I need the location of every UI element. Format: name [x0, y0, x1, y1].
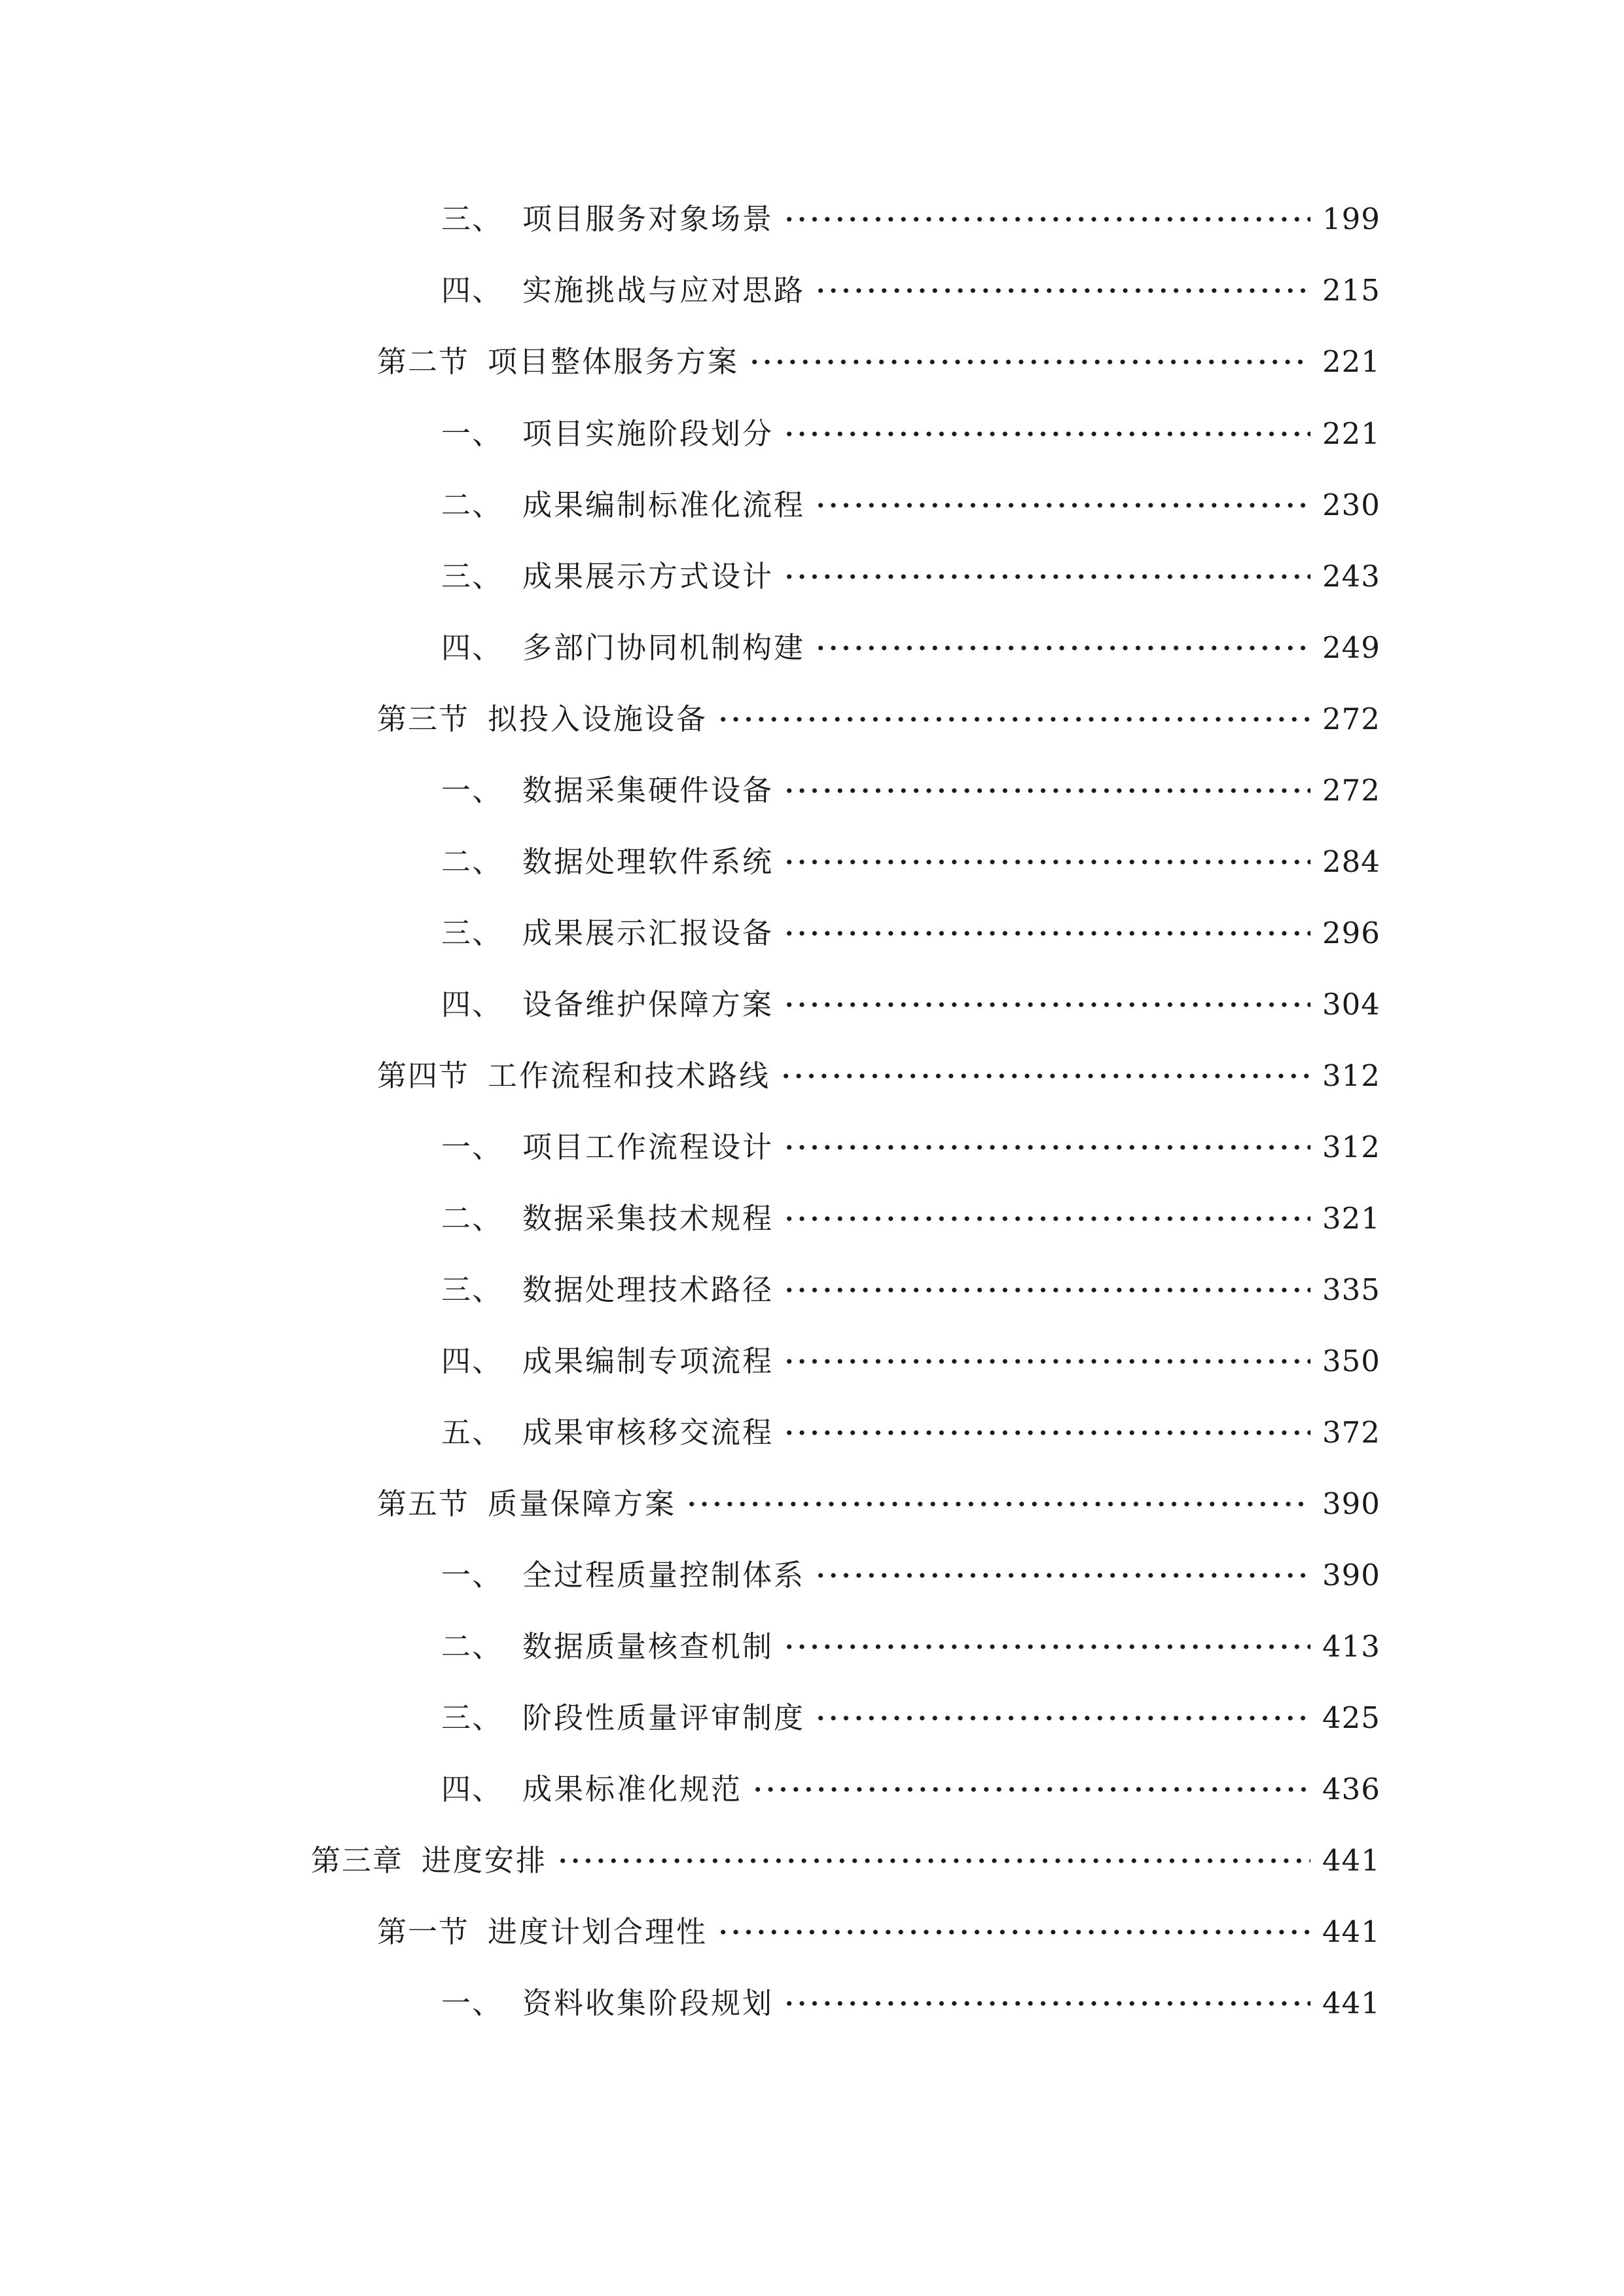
toc-entry-marker: 第一节: [377, 1914, 470, 1949]
toc-entry-marker: 四、: [441, 987, 503, 1022]
toc-entry-page-number: 272: [1322, 773, 1380, 808]
toc-entry-page-number: 390: [1322, 1486, 1380, 1521]
toc-entry-title: 项目工作流程设计: [522, 1130, 774, 1164]
toc-entry-marker: 一、: [441, 1130, 503, 1164]
toc-entry[interactable]: [441, 982, 1380, 1028]
toc-entry[interactable]: [441, 1624, 1380, 1670]
toc-entry[interactable]: [441, 482, 1380, 528]
toc-dot-leader: [685, 1497, 1310, 1511]
toc-dot-leader: [783, 1354, 1310, 1369]
toc-entry-page-number: 321: [1322, 1201, 1380, 1236]
toc-entry-page-number: 335: [1322, 1272, 1380, 1307]
toc-entry-marker: 四、: [441, 1772, 503, 1806]
toc-entry-marker: 二、: [441, 1629, 503, 1664]
toc-entry-marker: 四、: [441, 630, 503, 665]
toc-entry-page-number: 304: [1322, 987, 1380, 1022]
toc-entry-title: 全过程质量控制体系: [522, 1558, 806, 1592]
toc-entry[interactable]: [441, 1124, 1380, 1170]
toc-dot-leader: [783, 212, 1310, 226]
toc-dot-leader: [783, 783, 1310, 798]
toc-entry-page-number: 350: [1322, 1344, 1380, 1378]
toc-entry[interactable]: [441, 625, 1380, 671]
toc-entry-page-number: 436: [1322, 1772, 1380, 1806]
toc-entry-title: 成果展示方式设计: [522, 559, 774, 594]
toc-entry-title: 数据处理技术路径: [522, 1272, 774, 1307]
toc-dot-leader: [783, 1996, 1310, 2011]
toc-entry-page-number: 425: [1322, 1700, 1380, 1735]
toc-entry-title: 进度计划合理性: [488, 1914, 708, 1949]
toc-entry-page-number: 249: [1322, 630, 1380, 665]
toc-dot-leader: [814, 498, 1310, 512]
toc-dot-leader: [748, 355, 1310, 369]
toc-entry-page-number: 312: [1322, 1130, 1380, 1164]
toc-dot-leader: [717, 712, 1310, 726]
toc-dot-leader: [783, 926, 1310, 941]
toc-entry-page-number: 243: [1322, 559, 1380, 594]
toc-entry-title: 设备维护保障方案: [522, 987, 774, 1022]
toc-entry[interactable]: [441, 554, 1380, 600]
toc-entry-marker: 三、: [441, 559, 503, 594]
toc-entry-page-number: 199: [1322, 202, 1380, 236]
toc-entry-marker: 一、: [441, 1986, 503, 2020]
toc-entry[interactable]: [441, 1552, 1380, 1598]
toc-entry-marker: 三、: [441, 202, 503, 236]
toc-entry-title: 数据质量核查机制: [522, 1629, 774, 1664]
toc-dot-leader: [783, 1283, 1310, 1297]
toc-entry[interactable]: [441, 1767, 1380, 1812]
toc-entry-title: 数据采集硬件设备: [522, 773, 774, 808]
toc-entry[interactable]: [441, 1338, 1380, 1384]
toc-dot-leader: [783, 997, 1310, 1012]
toc-entry-marker: 一、: [441, 1558, 503, 1592]
toc-entry-marker: 第四节: [377, 1058, 470, 1093]
toc-entry-title: 数据处理软件系统: [522, 844, 774, 879]
toc-entry-page-number: 272: [1322, 702, 1380, 736]
toc-entry[interactable]: [377, 1909, 1380, 1955]
toc-entry-marker: 一、: [441, 416, 503, 451]
toc-entry[interactable]: [441, 268, 1380, 314]
toc-entry[interactable]: [377, 339, 1380, 385]
toc-entry[interactable]: [441, 1196, 1380, 1242]
toc-entry-page-number: 390: [1322, 1558, 1380, 1592]
toc-entry-page-number: 215: [1322, 273, 1380, 308]
toc-entry-page-number: 230: [1322, 488, 1380, 522]
toc-dot-leader: [783, 1140, 1310, 1155]
toc-entry[interactable]: [441, 1981, 1380, 2026]
toc-entry-marker: 五、: [441, 1415, 503, 1450]
toc-entry-marker: 第五节: [377, 1486, 470, 1521]
toc-entry-page-number: 312: [1322, 1058, 1380, 1093]
toc-entry-title: 成果展示汇报设备: [522, 916, 774, 950]
toc-entry[interactable]: [377, 696, 1380, 742]
toc-entry-marker: 三、: [441, 1272, 503, 1307]
toc-entry-title: 资料收集阶段规划: [522, 1986, 774, 2020]
toc-entry-marker: 二、: [441, 1201, 503, 1236]
toc-entry[interactable]: [441, 196, 1380, 242]
toc-entry-title: 项目服务对象场景: [522, 202, 774, 236]
toc-entry[interactable]: [441, 768, 1380, 814]
toc-entry-page-number: 441: [1322, 1914, 1380, 1949]
toc-dot-leader: [814, 641, 1310, 655]
toc-entry-marker: 二、: [441, 844, 503, 879]
toc-entry-title: 项目实施阶段划分: [522, 416, 774, 451]
toc-entry[interactable]: [441, 1267, 1380, 1313]
toc-entry-page-number: 296: [1322, 916, 1380, 950]
toc-entry-marker: 四、: [441, 273, 503, 308]
toc-entry-title: 多部门协同机制构建: [522, 630, 806, 665]
toc-dot-leader: [783, 855, 1310, 869]
toc-entry-page-number: 221: [1322, 416, 1380, 451]
toc-entry[interactable]: [441, 839, 1380, 885]
toc-entry-title: 工作流程和技术路线: [488, 1058, 771, 1093]
toc-entry[interactable]: [441, 411, 1380, 457]
toc-entry-title: 数据采集技术规程: [522, 1201, 774, 1236]
toc-entry-marker: 三、: [441, 1700, 503, 1735]
toc-entry-marker: 三、: [441, 916, 503, 950]
toc-entry[interactable]: [441, 1410, 1380, 1456]
toc-dot-leader: [780, 1069, 1310, 1083]
toc-dot-leader: [783, 427, 1310, 441]
toc-entry[interactable]: [377, 1481, 1380, 1527]
toc-entry-title: 成果编制专项流程: [522, 1344, 774, 1378]
toc-entry-title: 成果审核移交流程: [522, 1415, 774, 1450]
toc-entry-page-number: 441: [1322, 1843, 1380, 1878]
toc-entry-page-number: 372: [1322, 1415, 1380, 1450]
toc-dot-leader: [751, 1782, 1310, 1797]
toc-entry[interactable]: [311, 1838, 1380, 1884]
toc-entry-page-number: 441: [1322, 1986, 1380, 2020]
toc-entry-title: 阶段性质量评审制度: [522, 1700, 806, 1735]
toc-dot-leader: [783, 1640, 1310, 1654]
toc-dot-leader: [814, 283, 1310, 298]
toc-entry-title: 拟投入设施设备: [488, 702, 708, 736]
toc-dot-leader: [814, 1711, 1310, 1725]
toc-entry-marker: 四、: [441, 1344, 503, 1378]
toc-entry-marker: 二、: [441, 488, 503, 522]
toc-entry-title: 成果编制标准化流程: [522, 488, 806, 522]
toc-dot-leader: [783, 1211, 1310, 1226]
toc-entry[interactable]: [441, 1695, 1380, 1741]
toc-entry-title: 实施挑战与应对思路: [522, 273, 806, 308]
toc-entry-title: 进度安排: [422, 1843, 548, 1878]
toc-entry-page-number: 284: [1322, 844, 1380, 879]
toc-dot-leader: [814, 1568, 1310, 1583]
toc-entry-page-number: 413: [1322, 1629, 1380, 1664]
toc-entry[interactable]: [377, 1053, 1380, 1099]
toc-entry-page-number: 221: [1322, 344, 1380, 379]
toc-dot-leader: [783, 569, 1310, 584]
toc-dot-leader: [783, 1426, 1310, 1440]
toc-dot-leader: [717, 1925, 1310, 1939]
toc-dot-leader: [556, 1854, 1310, 1868]
toc-entry-marker: 第二节: [377, 344, 470, 379]
toc-entry-title: 质量保障方案: [488, 1486, 677, 1521]
toc-entry-marker: 第三节: [377, 702, 470, 736]
toc-entry-marker: 第三章: [311, 1843, 404, 1878]
toc-entry-title: 项目整体服务方案: [488, 344, 740, 379]
toc-entry-marker: 一、: [441, 773, 503, 808]
toc-entry[interactable]: [441, 910, 1380, 956]
toc-entry-title: 成果标准化规范: [522, 1772, 743, 1806]
